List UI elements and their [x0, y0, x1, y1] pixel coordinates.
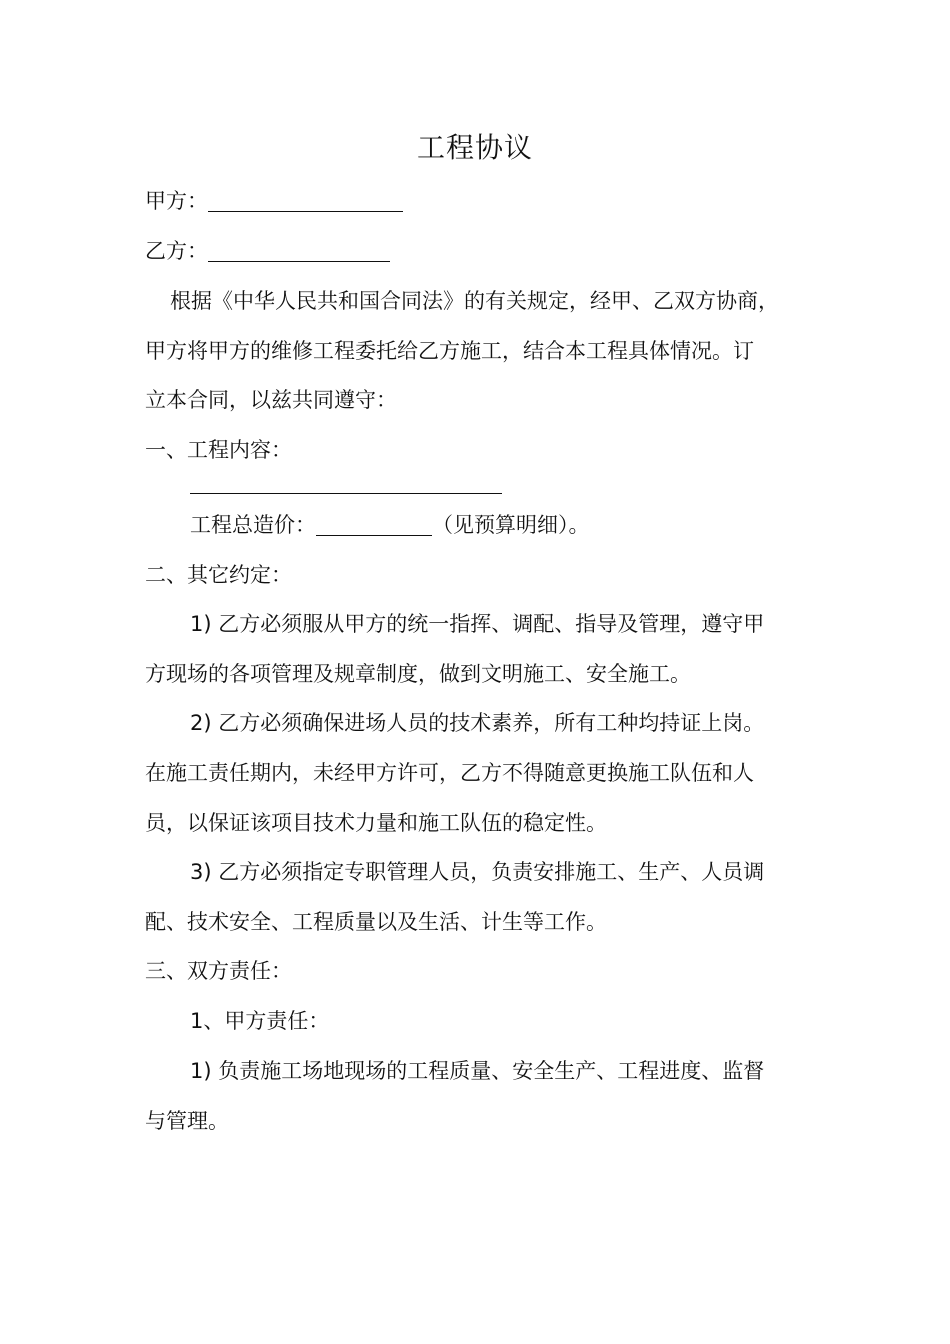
section3-sub1: 1、甲方责任：: [190, 1009, 330, 1033]
work-content-blank[interactable]: [190, 493, 502, 494]
section3-item1-line: 1) 负责施工场地现场的工程质量、安全生产、工程进度、监督: [190, 1059, 765, 1083]
section2-heading: 二、其它约定：: [145, 563, 292, 587]
party-b-line: [145, 236, 815, 266]
intro-line: 根据《中华人民共和国合同法》的有关规定，经甲、乙双方协商，: [170, 289, 779, 313]
section2-item2-line: 员，以保证该项目技术力量和施工队伍的稳定性。: [145, 811, 607, 835]
page-title: 工程协议: [416, 131, 533, 164]
section2-item2-line: 在施工责任期内，未经甲方许可，乙方不得随意更换施工队伍和人: [145, 761, 754, 785]
section3-item1-line: 与管理。: [145, 1109, 229, 1133]
total-price-line: [190, 510, 860, 540]
party-a-line: [145, 186, 815, 216]
total-price-blank[interactable]: [316, 513, 432, 536]
section2-item3-line: 配、技术安全、工程质量以及生活、计生等工作。: [145, 910, 607, 934]
section3-heading: 三、双方责任：: [145, 959, 292, 983]
intro-line: 甲方将甲方的维修工程委托给乙方施工，结合本工程具体情况。订: [145, 339, 754, 363]
section2-item1-line: 1) 乙方必须服从甲方的统一指挥、调配、指导及管理，遵守甲: [190, 612, 765, 636]
party-a-blank[interactable]: [208, 189, 403, 212]
total-price-suffix: （见预算明细）。: [432, 513, 590, 537]
party-b-blank[interactable]: [208, 239, 390, 262]
party-b-label: 乙方：: [145, 239, 208, 263]
section2-item3-line: 3) 乙方必须指定专职管理人员，负责安排施工、生产、人员调: [190, 860, 765, 884]
intro-line: 立本合同，以兹共同遵守：: [145, 388, 397, 412]
section2-item1-line: 方现场的各项管理及规章制度，做到文明施工、安全施工。: [145, 662, 691, 686]
section1-heading: 一、工程内容：: [145, 438, 292, 462]
party-a-label: 甲方：: [145, 189, 208, 213]
section2-item2-line: 2) 乙方必须确保进场人员的技术素养，所有工种均持证上岗。: [190, 711, 765, 735]
total-price-label: 工程总造价：: [190, 513, 316, 537]
